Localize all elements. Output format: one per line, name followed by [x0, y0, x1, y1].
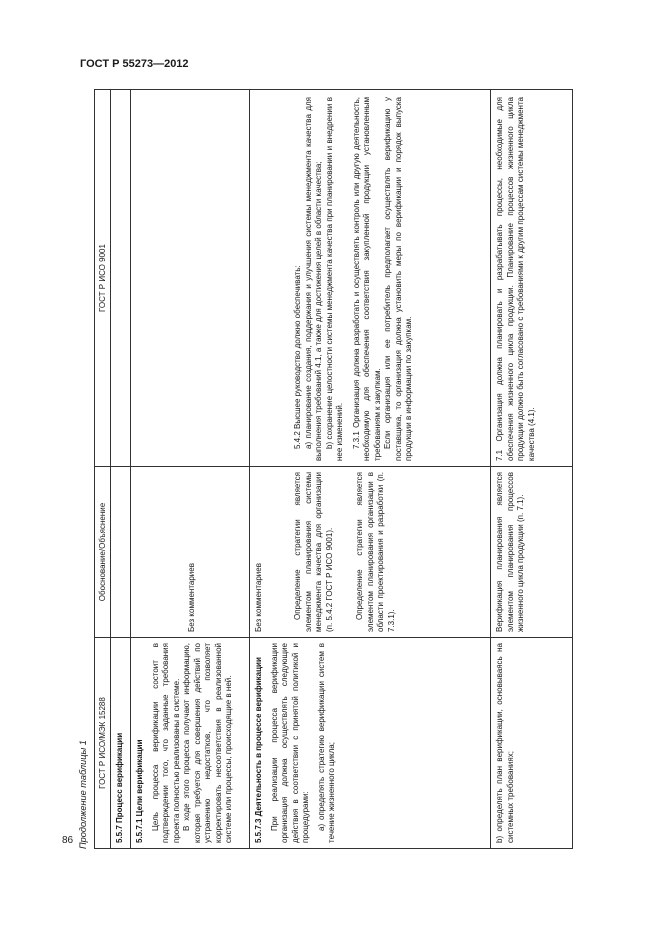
activity-comment: Без комментариев	[254, 563, 263, 632]
iso9001-strategy-cell	[293, 97, 415, 461]
rotated-table-block	[76, 89, 573, 849]
column-header-iso15288: ГОСТ Р ИСО/МЭК 15288	[98, 697, 107, 789]
page-number: 86	[62, 835, 74, 846]
column-header-rationale: Обоснование/Объяснение	[98, 502, 107, 602]
iso9001-542-a: а) планирование создания, поддержания и улучшения системы менеджмента качества для выполнения требований 4.1, а также для достижения целей в области качества;	[303, 97, 323, 461]
iso9001-71-cell: 7.1 Организация должна планировать и разрабатывать процессы, необходимые для обеспечения жизненного цикла продукции. Планирование процессов жизненного цикла продукции должно быть согласовано с требованиями к другим процессам системы менеджмента качества (4.1).	[495, 97, 536, 461]
goals-comment: Без комментариев	[187, 563, 196, 632]
section-title-verification-goals: 5.5.7.1 Цели верификации	[135, 739, 144, 843]
strategy-comment	[293, 472, 397, 632]
verification-activity-cell	[254, 643, 338, 843]
verification-plan-item-b: b) определять план верификации, основываясь на системных требованиях;	[495, 643, 515, 843]
table-caption: Продолжение таблицы 1	[78, 740, 88, 849]
activity-item-a: a) определять стратегию верификации систем в течение жизненного цикла;	[316, 643, 336, 843]
section-title-verification-process: 5.5.7 Процесс верификации	[115, 732, 124, 843]
strategy-comment-2: Определение стратегии является элементом планирования организации в области проектирования и разработки (п. 7.3.1).	[355, 472, 396, 632]
column-header-iso9001: ГОСТ Р ИСО 9001	[98, 244, 107, 312]
iso9001-731-p2: Если организация или ее потребитель предполагает осуществлять верификацию у поставщика, то организация должна установить меры по верификации и порядок выпуска продукции в информации по закупкам.	[383, 97, 413, 461]
document-title: ГОСТ Р 55273—2012	[80, 58, 189, 70]
strategy-comment-1: Определение стратегии является элементом планирования системы менеджмента качества для организации (п. 5.4.2 ГОСТ Р ИСО 9001).	[293, 472, 334, 632]
goals-paragraph-1: Цель процесса верификации состоит в подтверждении того, что заданные требования проекта полностью реализованы в системе.	[150, 643, 181, 843]
goals-paragraph-2: В ходе этого процесса получают информацию, которая требуется для совершения действий по устранению недостатков, что позволяет корректировать несоответствия в реализованной системе или процессы, происходящие в ней.	[182, 643, 233, 843]
activity-intro: При реализации процесса верификации организация должна осуществлять следующие действия в соответствии с принятой политикой и процедурами:	[269, 643, 310, 843]
iso9001-731-p1: 7.3.1 Организация должна разработать и осуществлять контроль или другую деятельность, необходимую для обеспечения соответствия закупленной продукции установленным требованиям к закупкам.	[351, 97, 382, 461]
plan-comment: Верификация планирования является элементом планирования процессов жизненного цикла продукции (п. 7.1).	[495, 472, 525, 632]
section-title-verification-activity: 5.5.7.3 Деятельность в процессе верификации	[254, 657, 263, 843]
iso9001-542-b: b) сохранение целостности системы менеджмента качества при планировании и внедрении в нее изменений.	[324, 97, 344, 461]
iso9001-542-intro: 5.4.2 Высшее руководство должно обеспечивать:	[293, 265, 302, 449]
comparison-table	[94, 89, 573, 849]
verification-goals-cell	[135, 643, 235, 843]
